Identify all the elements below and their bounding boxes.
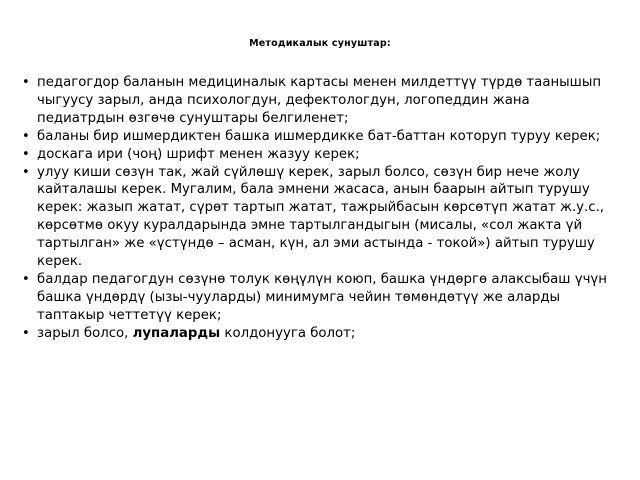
bullet-list: [22, 74, 612, 343]
list-item: [22, 164, 612, 271]
list-item-text: доскага ири (чоң) шрифт менен жазуу керек;: [37, 146, 360, 162]
list-item-text: педагогдор баланын медициналык картасы менен милдеттүү түрдө таанышып чыгуусу зарыл, анда психологдун, дефектологдун, логопеддин жана педиатрдын өзгөчө сунуштары белгиленет;: [37, 75, 602, 126]
bullet-icon: •: [22, 325, 30, 341]
bullet-icon: •: [22, 75, 30, 90]
list-item: [22, 146, 612, 164]
list-item-text: баланы бир ишмердиктен башка ишмердикке бат-баттан которуп туруу керек;: [37, 128, 601, 144]
list-item-text-before: зарыл болсо,: [37, 325, 133, 341]
list-item: [22, 271, 612, 325]
bullet-icon: •: [22, 128, 30, 144]
bullet-icon: •: [22, 271, 30, 287]
bullet-icon: •: [22, 164, 30, 180]
list-item-text: улуу киши сөзүн так, жай сүйлөшү керек, зарыл болсо, сөзүн бир нече жолу кайталашы керек. Мугалим, бала эмнени жасаса, анын баарын айтып турушу керек: жазып жатат, сүрөт тартып жатат, тажрыйбасын көрсөтүп жатат ж.у.с., көрсөтмө окуу куралдарында эмне тартылгандыгын (мисалы, «сол жакта үй тартылган» же «үстүндө – асман, күн, ал эми астында - токой») айтып турушу керек.: [37, 164, 605, 270]
list-item: [22, 74, 612, 128]
list-item-text: балдар педагогдун сөзүнө толук көңүлүн коюп, башка үндөргө алаксыбаш үчүн башка үндөрдү (ызы-чууларды) минимумга чейин төмөндөтүү же аларды таптакыр четтетүү керек;: [37, 271, 607, 323]
list-item-text-bold: лупаларды: [132, 325, 221, 341]
list-item: [22, 325, 612, 343]
list-item: [22, 128, 612, 146]
slide-title: Методикалык сунуштар:: [249, 38, 391, 49]
bullet-icon: •: [22, 146, 30, 162]
list-item-text-after: колдонууга болот;: [220, 325, 356, 341]
